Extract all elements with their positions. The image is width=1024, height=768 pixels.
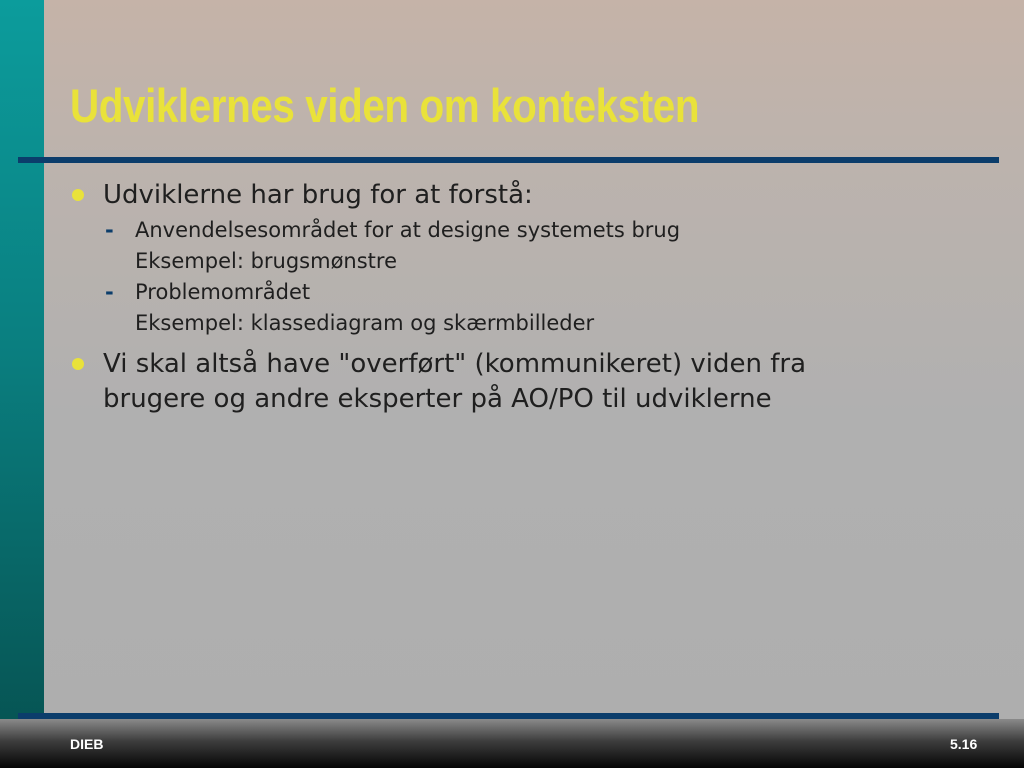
bullet-dot-icon	[72, 358, 84, 370]
sub-item-line: Anvendelsesområdet for at designe systemets brug	[135, 218, 681, 242]
bullet-item	[70, 178, 970, 339]
footer-bar	[0, 719, 1024, 768]
bullet-dot-icon	[72, 189, 84, 201]
title-divider	[18, 157, 999, 163]
bullet-item	[70, 347, 970, 417]
sub-item	[103, 215, 970, 277]
sub-list	[103, 215, 970, 339]
sub-item-line: Eksempel: klassediagram og skærmbilleder	[135, 311, 595, 335]
slide-content	[70, 178, 970, 425]
bullet-text-line: Vi skal altså have "overført" (kommunikeret) viden fra	[103, 349, 807, 379]
slide-title: Udviklernes viden om konteksten	[70, 79, 700, 132]
slide-number: 5.16	[950, 736, 978, 752]
dash-bullet-icon: -	[105, 218, 114, 242]
footer-course-label: DIEB	[70, 736, 104, 752]
dash-bullet-icon: -	[105, 280, 114, 304]
left-accent-band	[0, 0, 44, 768]
sub-item	[103, 277, 970, 339]
sub-item-line: Problemområdet	[135, 280, 311, 304]
bullet-text-line: brugere og andre eksperter på AO/PO til udviklerne	[103, 384, 772, 414]
sub-item-line: Eksempel: brugsmønstre	[135, 249, 398, 273]
bullet-text: Udviklerne har brug for at forstå:	[103, 180, 533, 210]
